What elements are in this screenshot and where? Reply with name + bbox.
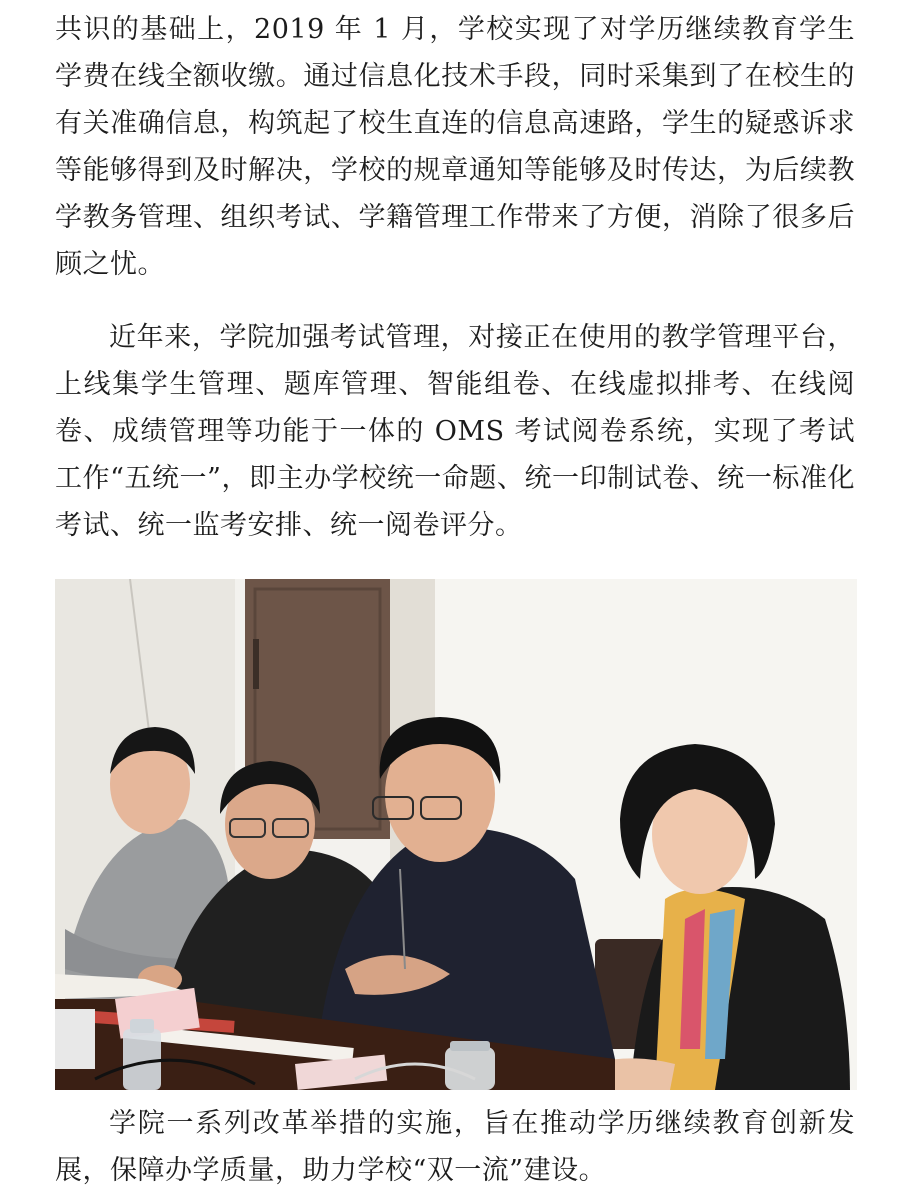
laptop — [55, 1009, 95, 1069]
paragraph-1: 共识的基础上，2019 年 1 月，学校实现了对学历继续教育学生学费在线全额收缴。通过信息化技术手段，同时采集到了在校生的有关准确信息，构筑起了校生直连的信息高速路，学生的疑惑诉求等能够得到及时解决，学校的规章通知等能够及时传达，为后续教学教务管理、组织考试、学籍管理工作带来了方便，消除了很多后顾之忧。 — [55, 14, 855, 280]
meeting-photo-illustration — [55, 579, 857, 1090]
meeting-photo — [55, 579, 857, 1090]
paragraph-3: 学院一系列改革举措的实施，旨在推动学历继续教育创新发展，保障办学质量，助力学校“双一流”建设。 — [55, 1108, 855, 1186]
paragraph-2: 近年来，学院加强考试管理，对接正在使用的教学管理平台，上线集学生管理、题库管理、智能组卷、在线虚拟排考、在线阅卷、成绩管理等功能于一体的 OMS 考试阅卷系统，实现了考试工作“五统一”，即主办学校统一命题、统一印制试卷、统一标准化考试、统一监考安排、统一阅卷评分。 — [55, 322, 855, 541]
